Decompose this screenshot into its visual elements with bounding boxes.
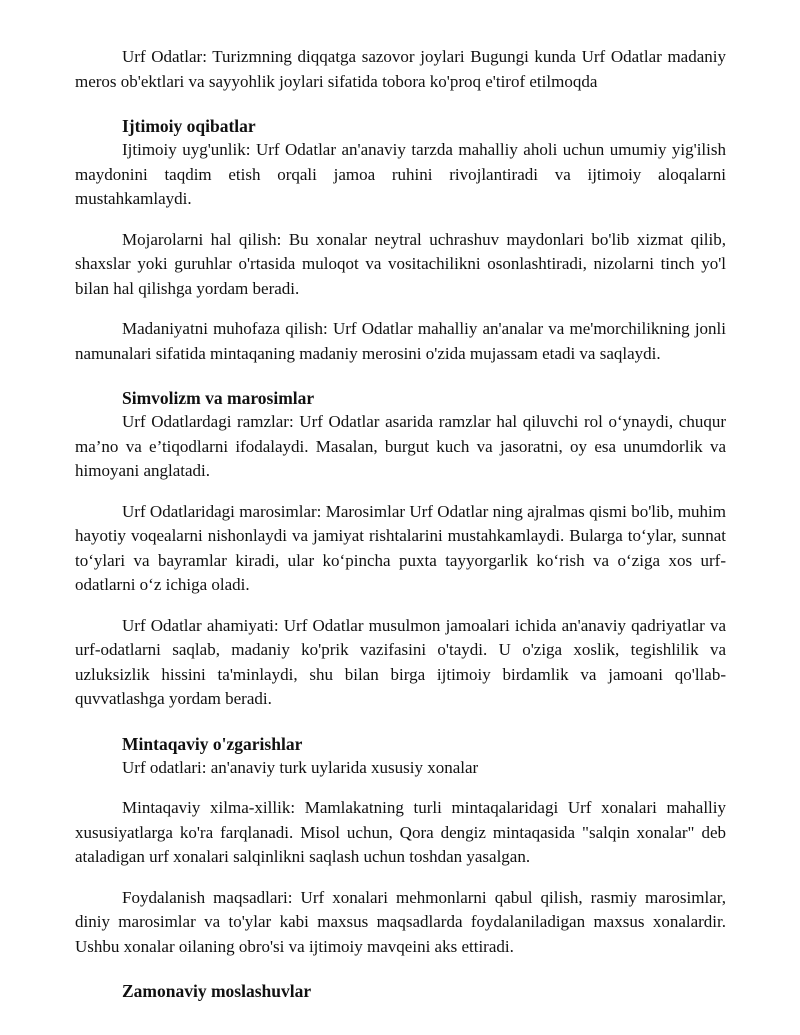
paragraph-symbols: Urf Odatlardagi ramzlar: Urf Odatlar asarida ramzlar hal qiluvchi rol o‘ynaydi, chuqur ma’no va e’tiqodlarni ifodalaydi. Masalan, burgut kuch va jasoratni, oy esa unumdorlik va himoyani anglatadi.	[75, 412, 726, 480]
paragraph-usage-purposes: Foydalanish maqsadlari: Urf xonalari mehmonlarni qabul qilish, rasmiy marosimlar, diniy marosimlar va to'ylar kabi maxsus maqsadlarda foydalaniladigan maxsus xonalardir. Ushbu xonalar oilaning obro'si va ijtimoiy mavqeini aks ettiradi.	[75, 887, 726, 956]
paragraph-social-harmony: Ijtimoiy uyg'unlik: Urf Odatlar an'anaviy tarzda mahalliy aholi uchun umumiy yig'ilish maydonini taqdim etish orqali jamoa ruhini rivojlantiradi va ijtimoiy aloqalarni mustahkamlaydi.	[75, 140, 726, 208]
paragraph-conflict-resolution: Mojarolarni hal qilish: Bu xonalar neytral uchrashuv maydonlari bo'lib xizmat qilib, shaxslar yoki guruhlar o'rtasida muloqot va vositachilikni osonlashtiradi, nizolarni tinch yo'l bilan hal qilishga yordam beradi.	[75, 229, 726, 298]
document-page	[75, 45, 726, 1003]
paragraph-significance: Urf Odatlar ahamiyati: Urf Odatlar musulmon jamoalari ichida an'anaviy qadriyatlar va urf-odatlarni saqlab, madaniy ko'prik vazifasini o'taydi. U o'ziga xoslik, tegishlilik va uzluksizlik hissini ta'minlaydi, shu bilan birga ijtimoiy birdamlik va jamoani qo'llab-quvvatlashga yordam beradi.	[75, 615, 726, 708]
heading-symbolism: Simvolizm va marosimlar	[122, 388, 315, 408]
paragraph-culture-preservation: Madaniyatni muhofaza qilish: Urf Odatlar mahalliy an'analar va me'morchilikning jonli namunalari sifatida mintaqaning madaniy merosini o'zida mujassam etadi va saqlaydi.	[75, 319, 726, 363]
heading-regional-variations: Mintaqaviy o'zgarishlar	[122, 733, 303, 754]
heading-modern-adaptations: Zamonaviy moslashuvlar	[122, 981, 312, 1001]
paragraph-tourism: Urf Odatlar: Turizmning diqqatga sazovor joylari Bugungi kunda Urf Odatlar madaniy meros ob'ektlari va sayyohlik joylari sifatida tobora ko'proq e'tirof etilmoqda	[75, 47, 726, 91]
paragraph-regional-diversity: Mintaqaviy xilma-xillik: Mamlakatning turli mintaqalaridagi Urf xonalari mahalliy xususiyatlarga ko'ra farqlanadi. Misol uchun, Qora dengiz mintaqasida "salqin xonalar" deb ataladigan urf xonalari salqinlikni saqlash uchun toshdan yasalgan.	[75, 798, 726, 866]
heading-social-consequences: Ijtimoiy oqibatlar	[122, 116, 256, 136]
paragraph-private-rooms: Urf odatlari: an'anaviy turk uylarida xususiy xonalar	[122, 757, 479, 777]
paragraph-ceremonies: Urf Odatlaridagi marosimlar: Marosimlar Urf Odatlar ning ajralmas qismi bo'lib, muhim hayotiy voqealarni nishonlaydi va jamiyat rishtalarini mustahkamlaydi. Bularga to‘ylar, sunnat to‘ylari va bayramlar kiradi, ular ko‘pincha puxta tayyorgarlik ko‘rish va o‘ziga xos urf-odatlarni o‘z ichiga oladi.	[75, 501, 726, 594]
